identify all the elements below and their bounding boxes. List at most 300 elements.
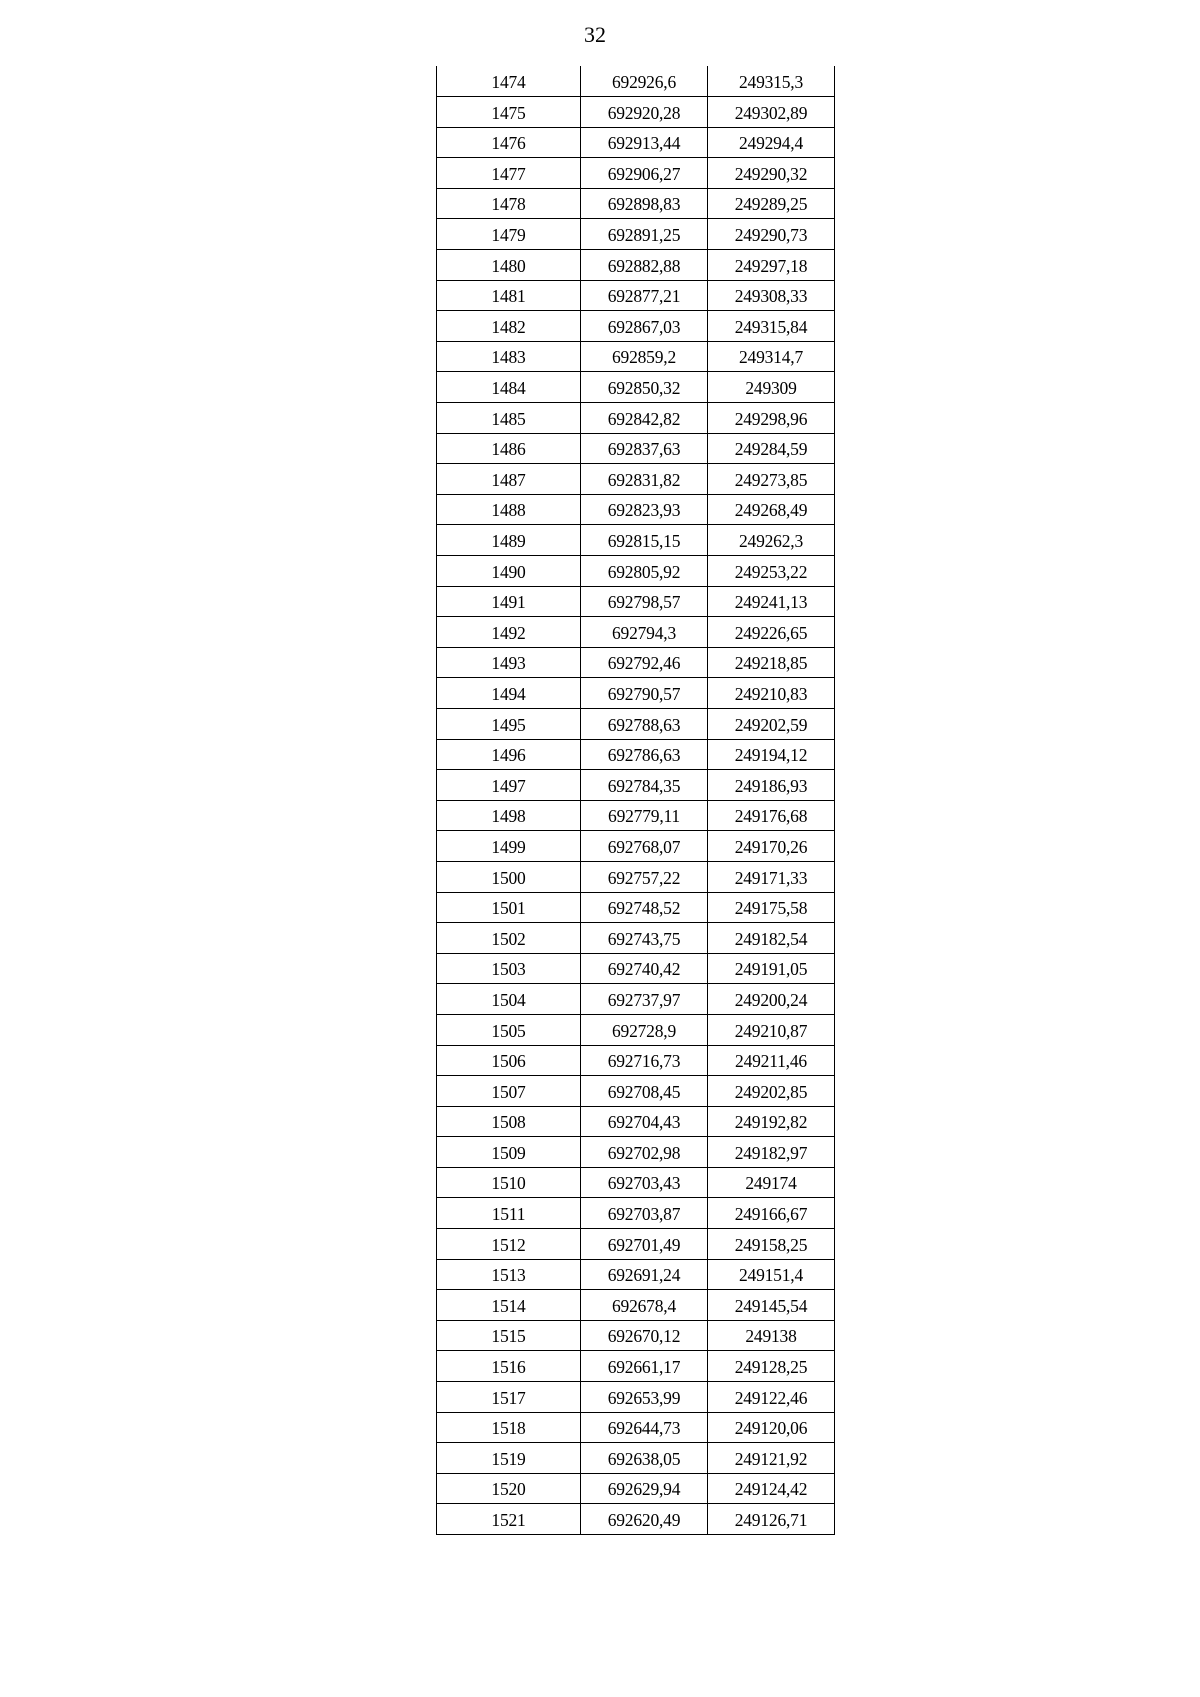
- cell-value: 692748,52: [607, 898, 681, 919]
- point-number-cell: [437, 1198, 581, 1229]
- cell-value: 692784,35: [607, 775, 681, 796]
- point-number-cell: [437, 923, 581, 954]
- cell-value: 1500: [491, 867, 526, 888]
- table-row: [437, 280, 835, 311]
- y-coordinate-cell: [708, 433, 835, 464]
- x-coordinate-cell: [581, 1259, 708, 1290]
- table-row: [437, 188, 835, 219]
- cell-value: 1518: [491, 1418, 526, 1439]
- x-coordinate-cell: [581, 861, 708, 892]
- x-coordinate-cell: [581, 219, 708, 250]
- table-row: [437, 831, 835, 862]
- y-coordinate-cell: [708, 831, 835, 862]
- x-coordinate-cell: [581, 984, 708, 1015]
- cell-value: 249124,42: [734, 1479, 808, 1500]
- cell-value: 249210,87: [734, 1020, 808, 1041]
- x-coordinate-cell: [581, 1290, 708, 1321]
- cell-value: 249121,92: [734, 1448, 808, 1469]
- cell-value: 1508: [491, 1112, 526, 1133]
- point-number-cell: [437, 525, 581, 556]
- x-coordinate-cell: [581, 188, 708, 219]
- cell-value: 1482: [491, 316, 526, 337]
- table-row: [437, 1443, 835, 1474]
- cell-value: 692620,49: [607, 1510, 681, 1530]
- cell-value: 249268,49: [734, 500, 808, 521]
- cell-value: 692691,24: [607, 1265, 681, 1286]
- table-row: [437, 219, 835, 250]
- cell-value: 692701,49: [607, 1234, 681, 1255]
- x-coordinate-cell: [581, 556, 708, 587]
- cell-value: 692906,27: [607, 163, 681, 184]
- point-number-cell: [437, 617, 581, 648]
- y-coordinate-cell: [708, 97, 835, 128]
- cell-value: 1495: [491, 714, 526, 735]
- x-coordinate-cell: [581, 311, 708, 342]
- x-coordinate-cell: [581, 280, 708, 311]
- coordinates-table: [436, 66, 835, 1535]
- cell-value: 692891,25: [607, 225, 681, 246]
- x-coordinate-cell: [581, 1443, 708, 1474]
- point-number-cell: [437, 739, 581, 770]
- cell-value: 1519: [491, 1448, 526, 1469]
- cell-value: 1493: [491, 653, 526, 674]
- table-row: [437, 1045, 835, 1076]
- cell-value: 249273,85: [734, 469, 808, 490]
- point-number-cell: [437, 556, 581, 587]
- table-row: [437, 66, 835, 97]
- y-coordinate-cell: [708, 708, 835, 739]
- point-number-cell: [437, 1045, 581, 1076]
- x-coordinate-cell: [581, 586, 708, 617]
- point-number-cell: [437, 1167, 581, 1198]
- cell-value: 1485: [491, 408, 526, 429]
- table-row: [437, 403, 835, 434]
- x-coordinate-cell: [581, 403, 708, 434]
- cell-value: 249182,97: [734, 1142, 808, 1163]
- cell-value: 1484: [491, 378, 526, 399]
- x-coordinate-cell: [581, 1504, 708, 1535]
- y-coordinate-cell: [708, 1443, 835, 1474]
- x-coordinate-cell: [581, 1076, 708, 1107]
- point-number-cell: [437, 1320, 581, 1351]
- table-row: [437, 708, 835, 739]
- cell-value: 1497: [491, 775, 526, 796]
- y-coordinate-cell: [708, 861, 835, 892]
- cell-value: 692644,73: [607, 1418, 681, 1439]
- point-number-cell: [437, 1351, 581, 1382]
- cell-value: 249294,4: [738, 133, 804, 154]
- cell-value: 692898,83: [607, 194, 681, 215]
- table-row: [437, 1259, 835, 1290]
- y-coordinate-cell: [708, 250, 835, 281]
- cell-value: 249166,67: [734, 1204, 808, 1225]
- coordinates-table-body: [437, 66, 835, 1535]
- y-coordinate-cell: [708, 525, 835, 556]
- cell-value: 249297,18: [734, 255, 808, 276]
- cell-value: 692867,03: [607, 316, 681, 337]
- table-row: [437, 953, 835, 984]
- table-row: [437, 647, 835, 678]
- x-coordinate-cell: [581, 433, 708, 464]
- x-coordinate-cell: [581, 1014, 708, 1045]
- cell-value: 1517: [491, 1387, 526, 1408]
- x-coordinate-cell: [581, 250, 708, 281]
- cell-value: 1520: [491, 1479, 526, 1500]
- cell-value: 1492: [491, 622, 526, 643]
- cell-value: 249122,46: [734, 1387, 808, 1408]
- table-row: [437, 372, 835, 403]
- cell-value: 692661,17: [607, 1357, 681, 1378]
- table-row: [437, 556, 835, 587]
- y-coordinate-cell: [708, 311, 835, 342]
- cell-value: 692704,43: [607, 1112, 681, 1133]
- cell-value: 249145,54: [734, 1295, 808, 1316]
- x-coordinate-cell: [581, 831, 708, 862]
- x-coordinate-cell: [581, 800, 708, 831]
- y-coordinate-cell: [708, 984, 835, 1015]
- x-coordinate-cell: [581, 647, 708, 678]
- y-coordinate-cell: [708, 1351, 835, 1382]
- cell-value: 1502: [491, 928, 526, 949]
- table-row: [437, 1382, 835, 1413]
- cell-value: 249284,59: [734, 439, 808, 460]
- point-number-cell: [437, 158, 581, 189]
- cell-value: 249200,24: [734, 989, 808, 1010]
- cell-value: 249211,46: [735, 1051, 807, 1072]
- cell-value: 692757,22: [607, 867, 681, 888]
- cell-value: 249120,06: [734, 1418, 808, 1439]
- y-coordinate-cell: [708, 1167, 835, 1198]
- y-coordinate-cell: [708, 494, 835, 525]
- cell-value: 692768,07: [607, 836, 681, 857]
- y-coordinate-cell: [708, 1382, 835, 1413]
- y-coordinate-cell: [708, 1259, 835, 1290]
- table-row: [437, 1412, 835, 1443]
- cell-value: 249170,26: [734, 836, 808, 857]
- y-coordinate-cell: [708, 341, 835, 372]
- y-coordinate-cell: [708, 372, 835, 403]
- point-number-cell: [437, 586, 581, 617]
- y-coordinate-cell: [708, 617, 835, 648]
- cell-value: 1476: [491, 133, 526, 154]
- cell-value: 1499: [491, 836, 526, 857]
- table-row: [437, 250, 835, 281]
- cell-value: 692670,12: [607, 1326, 681, 1347]
- point-number-cell: [437, 1443, 581, 1474]
- cell-value: 249176,68: [734, 806, 808, 827]
- cell-value: 249126,71: [734, 1510, 808, 1530]
- table-row: [437, 1320, 835, 1351]
- cell-value: 1505: [491, 1020, 526, 1041]
- y-coordinate-cell: [708, 1014, 835, 1045]
- table-row: [437, 770, 835, 801]
- cell-value: 249253,22: [734, 561, 808, 582]
- cell-value: 1516: [491, 1357, 526, 1378]
- cell-value: 692877,21: [607, 286, 681, 307]
- cell-value: 692743,75: [607, 928, 681, 949]
- cell-value: 1509: [491, 1142, 526, 1163]
- table-row: [437, 678, 835, 709]
- point-number-cell: [437, 188, 581, 219]
- cell-value: 692792,46: [607, 653, 681, 674]
- cell-value: 692638,05: [607, 1448, 681, 1469]
- cell-value: 1478: [491, 194, 526, 215]
- point-number-cell: [437, 372, 581, 403]
- cell-value: 249175,58: [734, 898, 808, 919]
- y-coordinate-cell: [708, 800, 835, 831]
- point-number-cell: [437, 433, 581, 464]
- y-coordinate-cell: [708, 586, 835, 617]
- cell-value: 249290,73: [734, 225, 808, 246]
- table-row: [437, 1076, 835, 1107]
- table-row: [437, 923, 835, 954]
- cell-value: 692842,82: [607, 408, 681, 429]
- x-coordinate-cell: [581, 494, 708, 525]
- cell-value: 692794,3: [611, 622, 677, 643]
- cell-value: 249174: [745, 1173, 797, 1194]
- table-row: [437, 158, 835, 189]
- point-number-cell: [437, 1473, 581, 1504]
- table-row: [437, 433, 835, 464]
- y-coordinate-cell: [708, 1137, 835, 1168]
- cell-value: 1477: [491, 163, 526, 184]
- cell-value: 1521: [491, 1510, 526, 1530]
- y-coordinate-cell: [708, 127, 835, 158]
- cell-value: 249186,93: [734, 775, 808, 796]
- table-row: [437, 861, 835, 892]
- cell-value: 692786,63: [607, 745, 681, 766]
- cell-value: 1507: [491, 1081, 526, 1102]
- point-number-cell: [437, 1504, 581, 1535]
- cell-value: 249309: [745, 378, 797, 399]
- cell-value: 692920,28: [607, 102, 681, 123]
- x-coordinate-cell: [581, 66, 708, 97]
- cell-value: 1489: [491, 531, 526, 551]
- y-coordinate-cell: [708, 1229, 835, 1260]
- table-row: [437, 892, 835, 923]
- point-number-cell: [437, 953, 581, 984]
- y-coordinate-cell: [708, 403, 835, 434]
- cell-value: 692703,43: [607, 1173, 681, 1194]
- cell-value: 249218,85: [734, 653, 808, 674]
- x-coordinate-cell: [581, 127, 708, 158]
- x-coordinate-cell: [581, 923, 708, 954]
- table-row: [437, 586, 835, 617]
- y-coordinate-cell: [708, 1106, 835, 1137]
- y-coordinate-cell: [708, 1412, 835, 1443]
- cell-value: 249191,05: [734, 959, 808, 980]
- cell-value: 1483: [491, 347, 526, 368]
- cell-value: 692737,97: [607, 989, 681, 1010]
- cell-value: 692926,6: [611, 72, 677, 93]
- table-row: [437, 311, 835, 342]
- table-row: [437, 1473, 835, 1504]
- cell-value: 692779,11: [608, 806, 680, 827]
- cell-value: 1486: [491, 439, 526, 460]
- cell-value: 692678,4: [611, 1295, 677, 1316]
- cell-value: 1490: [491, 561, 526, 582]
- y-coordinate-cell: [708, 739, 835, 770]
- table-row: [437, 800, 835, 831]
- table-row: [437, 494, 835, 525]
- cell-value: 249151,4: [738, 1265, 804, 1286]
- point-number-cell: [437, 1229, 581, 1260]
- cell-value: 249298,96: [734, 408, 808, 429]
- cell-value: 1513: [491, 1265, 526, 1286]
- cell-value: 1515: [491, 1326, 526, 1347]
- point-number-cell: [437, 1259, 581, 1290]
- x-coordinate-cell: [581, 1412, 708, 1443]
- x-coordinate-cell: [581, 739, 708, 770]
- x-coordinate-cell: [581, 1198, 708, 1229]
- cell-value: 1491: [491, 592, 526, 613]
- point-number-cell: [437, 250, 581, 281]
- cell-value: 249308,33: [734, 286, 808, 307]
- point-number-cell: [437, 1137, 581, 1168]
- y-coordinate-cell: [708, 923, 835, 954]
- y-coordinate-cell: [708, 66, 835, 97]
- cell-value: 692703,87: [607, 1204, 681, 1225]
- cell-value: 1474: [491, 72, 526, 93]
- point-number-cell: [437, 1290, 581, 1321]
- x-coordinate-cell: [581, 158, 708, 189]
- x-coordinate-cell: [581, 1137, 708, 1168]
- point-number-cell: [437, 1382, 581, 1413]
- table-row: [437, 1167, 835, 1198]
- point-number-cell: [437, 892, 581, 923]
- cell-value: 1479: [491, 225, 526, 246]
- point-number-cell: [437, 770, 581, 801]
- y-coordinate-cell: [708, 1290, 835, 1321]
- cell-value: 1498: [491, 806, 526, 827]
- point-number-cell: [437, 494, 581, 525]
- cell-value: 1501: [491, 898, 526, 919]
- x-coordinate-cell: [581, 1473, 708, 1504]
- x-coordinate-cell: [581, 1229, 708, 1260]
- cell-value: 249315,84: [734, 316, 808, 337]
- cell-value: 249315,3: [738, 72, 804, 93]
- x-coordinate-cell: [581, 708, 708, 739]
- cell-value: 692716,73: [607, 1051, 681, 1072]
- y-coordinate-cell: [708, 678, 835, 709]
- point-number-cell: [437, 861, 581, 892]
- point-number-cell: [437, 1014, 581, 1045]
- table-row: [437, 984, 835, 1015]
- x-coordinate-cell: [581, 341, 708, 372]
- cell-value: 692788,63: [607, 714, 681, 735]
- x-coordinate-cell: [581, 525, 708, 556]
- cell-value: 692859,2: [611, 347, 677, 368]
- cell-value: 692728,9: [611, 1020, 677, 1041]
- y-coordinate-cell: [708, 1473, 835, 1504]
- table-row: [437, 617, 835, 648]
- table-row: [437, 525, 835, 556]
- table-row: [437, 1106, 835, 1137]
- cell-value: 692798,57: [607, 592, 681, 613]
- cell-value: 1510: [491, 1173, 526, 1194]
- point-number-cell: [437, 984, 581, 1015]
- cell-value: 692823,93: [607, 500, 681, 521]
- cell-value: 692805,92: [607, 561, 681, 582]
- point-number-cell: [437, 464, 581, 495]
- cell-value: 1514: [491, 1295, 526, 1316]
- table-row: [437, 1290, 835, 1321]
- table-row: [437, 341, 835, 372]
- cell-value: 692850,32: [607, 378, 681, 399]
- y-coordinate-cell: [708, 1045, 835, 1076]
- y-coordinate-cell: [708, 1076, 835, 1107]
- point-number-cell: [437, 311, 581, 342]
- point-number-cell: [437, 708, 581, 739]
- x-coordinate-cell: [581, 372, 708, 403]
- y-coordinate-cell: [708, 188, 835, 219]
- cell-value: 249241,13: [734, 592, 808, 613]
- point-number-cell: [437, 1106, 581, 1137]
- cell-value: 249202,85: [734, 1081, 808, 1102]
- x-coordinate-cell: [581, 1382, 708, 1413]
- page-number: 32: [584, 22, 606, 47]
- cell-value: 1503: [491, 959, 526, 980]
- point-number-cell: [437, 403, 581, 434]
- point-number-cell: [437, 1412, 581, 1443]
- x-coordinate-cell: [581, 892, 708, 923]
- cell-value: 1475: [491, 102, 526, 123]
- point-number-cell: [437, 219, 581, 250]
- x-coordinate-cell: [581, 617, 708, 648]
- table-row: [437, 1014, 835, 1045]
- y-coordinate-cell: [708, 892, 835, 923]
- cell-value: 692913,44: [607, 133, 681, 154]
- point-number-cell: [437, 831, 581, 862]
- cell-value: 692653,99: [607, 1387, 681, 1408]
- cell-value: 1488: [491, 500, 526, 521]
- cell-value: 249302,89: [734, 102, 808, 123]
- cell-value: 249171,33: [734, 867, 808, 888]
- point-number-cell: [437, 800, 581, 831]
- table-row: [437, 1198, 835, 1229]
- point-number-cell: [437, 647, 581, 678]
- cell-value: 249138: [745, 1326, 797, 1347]
- cell-value: 1504: [491, 989, 526, 1010]
- cell-value: 1506: [491, 1051, 526, 1072]
- table-row: [437, 739, 835, 770]
- x-coordinate-cell: [581, 678, 708, 709]
- y-coordinate-cell: [708, 280, 835, 311]
- cell-value: 1512: [491, 1234, 526, 1255]
- x-coordinate-cell: [581, 953, 708, 984]
- x-coordinate-cell: [581, 1351, 708, 1382]
- table-row: [437, 1351, 835, 1382]
- y-coordinate-cell: [708, 953, 835, 984]
- cell-value: 249194,12: [734, 745, 808, 766]
- y-coordinate-cell: [708, 1198, 835, 1229]
- cell-value: 692740,42: [607, 959, 681, 980]
- x-coordinate-cell: [581, 770, 708, 801]
- x-coordinate-cell: [581, 464, 708, 495]
- x-coordinate-cell: [581, 1320, 708, 1351]
- cell-value: 1494: [491, 683, 526, 704]
- cell-value: 249262,3: [738, 531, 804, 551]
- cell-value: 249182,54: [734, 928, 808, 949]
- cell-value: 249202,59: [734, 714, 808, 735]
- cell-value: 692790,57: [607, 683, 681, 704]
- cell-value: 249289,25: [734, 194, 808, 215]
- table-row: [437, 1137, 835, 1168]
- table-row: [437, 127, 835, 158]
- table-row: [437, 97, 835, 128]
- cell-value: 692708,45: [607, 1081, 681, 1102]
- cell-value: 692702,98: [607, 1142, 681, 1163]
